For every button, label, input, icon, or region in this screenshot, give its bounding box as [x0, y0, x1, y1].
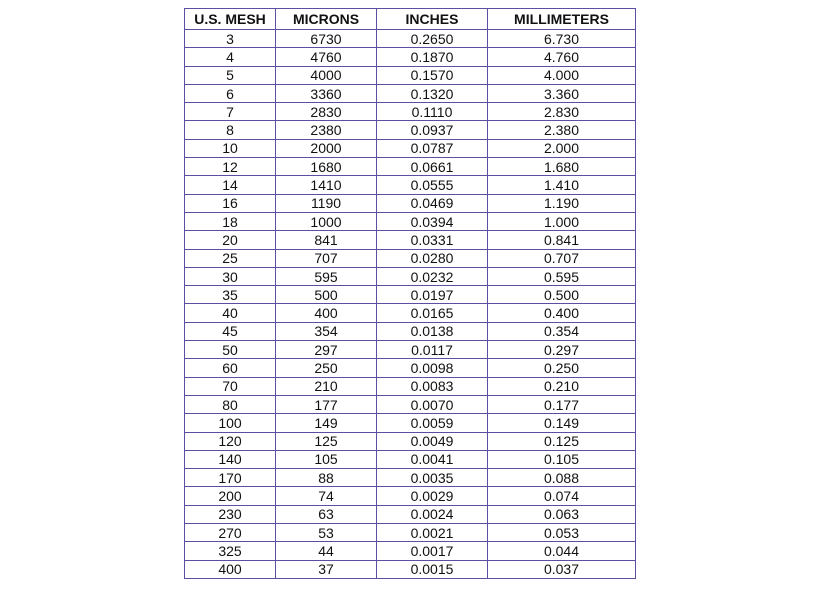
cell-us-mesh: 60	[185, 359, 276, 377]
cell-us-mesh: 5	[185, 66, 276, 84]
table-header	[185, 9, 636, 30]
cell-millimeters: 1.410	[488, 176, 636, 194]
cell-millimeters: 4.000	[488, 66, 636, 84]
cell-microns: 707	[276, 249, 377, 267]
cell-millimeters: 4.760	[488, 48, 636, 66]
cell-us-mesh: 30	[185, 267, 276, 285]
cell-inches: 0.0024	[377, 505, 488, 523]
cell-inches: 0.0138	[377, 322, 488, 340]
table-row	[185, 231, 636, 249]
cell-microns: 210	[276, 377, 377, 395]
header-microns: MICRONS	[276, 9, 377, 30]
cell-microns: 149	[276, 414, 377, 432]
cell-us-mesh: 45	[185, 322, 276, 340]
cell-inches: 0.0165	[377, 304, 488, 322]
cell-millimeters: 0.037	[488, 560, 636, 578]
cell-inches: 0.0098	[377, 359, 488, 377]
cell-inches: 0.1870	[377, 48, 488, 66]
table-row	[185, 249, 636, 267]
cell-millimeters: 0.177	[488, 395, 636, 413]
cell-microns: 3360	[276, 84, 377, 102]
table-body	[185, 30, 636, 579]
cell-inches: 0.0937	[377, 121, 488, 139]
table-row	[185, 176, 636, 194]
cell-millimeters: 0.063	[488, 505, 636, 523]
cell-us-mesh: 170	[185, 469, 276, 487]
cell-microns: 2380	[276, 121, 377, 139]
table-row	[185, 121, 636, 139]
mesh-conversion-table	[184, 8, 636, 579]
cell-microns: 400	[276, 304, 377, 322]
cell-us-mesh: 10	[185, 139, 276, 157]
table-row	[185, 212, 636, 230]
table-row	[185, 505, 636, 523]
cell-inches: 0.0787	[377, 139, 488, 157]
header-millimeters: MILLIMETERS	[488, 9, 636, 30]
cell-millimeters: 0.400	[488, 304, 636, 322]
cell-inches: 0.0331	[377, 231, 488, 249]
table-row	[185, 267, 636, 285]
cell-microns: 297	[276, 341, 377, 359]
cell-inches: 0.2650	[377, 30, 488, 48]
table-row	[185, 469, 636, 487]
cell-millimeters: 0.088	[488, 469, 636, 487]
cell-us-mesh: 20	[185, 231, 276, 249]
cell-inches: 0.0197	[377, 286, 488, 304]
table-row	[185, 487, 636, 505]
cell-us-mesh: 400	[185, 560, 276, 578]
cell-inches: 0.0035	[377, 469, 488, 487]
cell-us-mesh: 3	[185, 30, 276, 48]
cell-us-mesh: 18	[185, 212, 276, 230]
header-row	[185, 9, 636, 30]
cell-millimeters: 2.000	[488, 139, 636, 157]
cell-millimeters: 0.074	[488, 487, 636, 505]
cell-millimeters: 6.730	[488, 30, 636, 48]
cell-inches: 0.0232	[377, 267, 488, 285]
cell-microns: 105	[276, 450, 377, 468]
cell-microns: 6730	[276, 30, 377, 48]
table-row	[185, 48, 636, 66]
cell-microns: 841	[276, 231, 377, 249]
cell-millimeters: 0.105	[488, 450, 636, 468]
cell-us-mesh: 8	[185, 121, 276, 139]
cell-millimeters: 2.380	[488, 121, 636, 139]
cell-us-mesh: 14	[185, 176, 276, 194]
cell-microns: 1000	[276, 212, 377, 230]
cell-microns: 53	[276, 524, 377, 542]
table-row	[185, 524, 636, 542]
cell-microns: 37	[276, 560, 377, 578]
cell-inches: 0.0469	[377, 194, 488, 212]
cell-millimeters: 0.044	[488, 542, 636, 560]
cell-microns: 4760	[276, 48, 377, 66]
table-row	[185, 542, 636, 560]
cell-millimeters: 1.680	[488, 158, 636, 176]
cell-inches: 0.0021	[377, 524, 488, 542]
cell-millimeters: 0.595	[488, 267, 636, 285]
cell-millimeters: 2.830	[488, 103, 636, 121]
cell-us-mesh: 25	[185, 249, 276, 267]
cell-millimeters: 0.500	[488, 286, 636, 304]
cell-millimeters: 3.360	[488, 84, 636, 102]
cell-inches: 0.0029	[377, 487, 488, 505]
table-row	[185, 84, 636, 102]
table-row	[185, 450, 636, 468]
cell-us-mesh: 120	[185, 432, 276, 450]
cell-us-mesh: 230	[185, 505, 276, 523]
cell-microns: 177	[276, 395, 377, 413]
cell-microns: 125	[276, 432, 377, 450]
cell-inches: 0.0015	[377, 560, 488, 578]
cell-microns: 4000	[276, 66, 377, 84]
header-us-mesh: U.S. MESH	[185, 9, 276, 30]
table-row	[185, 395, 636, 413]
cell-us-mesh: 40	[185, 304, 276, 322]
cell-us-mesh: 35	[185, 286, 276, 304]
cell-millimeters: 0.707	[488, 249, 636, 267]
table-row	[185, 158, 636, 176]
table-row	[185, 103, 636, 121]
table-row	[185, 377, 636, 395]
cell-us-mesh: 100	[185, 414, 276, 432]
cell-us-mesh: 6	[185, 84, 276, 102]
header-inches: INCHES	[377, 9, 488, 30]
cell-microns: 1190	[276, 194, 377, 212]
cell-inches: 0.0041	[377, 450, 488, 468]
cell-us-mesh: 140	[185, 450, 276, 468]
table-row	[185, 66, 636, 84]
cell-inches: 0.0083	[377, 377, 488, 395]
cell-microns: 250	[276, 359, 377, 377]
cell-inches: 0.1320	[377, 84, 488, 102]
table-row	[185, 304, 636, 322]
cell-microns: 2830	[276, 103, 377, 121]
cell-microns: 354	[276, 322, 377, 340]
table-row	[185, 286, 636, 304]
cell-inches: 0.1570	[377, 66, 488, 84]
table-row	[185, 322, 636, 340]
cell-us-mesh: 50	[185, 341, 276, 359]
cell-us-mesh: 16	[185, 194, 276, 212]
cell-us-mesh: 12	[185, 158, 276, 176]
cell-microns: 2000	[276, 139, 377, 157]
cell-millimeters: 0.210	[488, 377, 636, 395]
cell-inches: 0.0070	[377, 395, 488, 413]
cell-millimeters: 0.841	[488, 231, 636, 249]
table-row	[185, 432, 636, 450]
cell-inches: 0.0394	[377, 212, 488, 230]
cell-microns: 74	[276, 487, 377, 505]
cell-millimeters: 0.354	[488, 322, 636, 340]
cell-millimeters: 1.190	[488, 194, 636, 212]
cell-microns: 63	[276, 505, 377, 523]
cell-us-mesh: 200	[185, 487, 276, 505]
cell-inches: 0.1110	[377, 103, 488, 121]
cell-us-mesh: 270	[185, 524, 276, 542]
table-row	[185, 341, 636, 359]
cell-millimeters: 0.297	[488, 341, 636, 359]
cell-millimeters: 0.125	[488, 432, 636, 450]
cell-microns: 88	[276, 469, 377, 487]
cell-inches: 0.0017	[377, 542, 488, 560]
table-row	[185, 414, 636, 432]
cell-us-mesh: 70	[185, 377, 276, 395]
table-row	[185, 560, 636, 578]
cell-millimeters: 1.000	[488, 212, 636, 230]
cell-microns: 1680	[276, 158, 377, 176]
table-row	[185, 139, 636, 157]
cell-microns: 500	[276, 286, 377, 304]
cell-microns: 595	[276, 267, 377, 285]
cell-inches: 0.0059	[377, 414, 488, 432]
cell-inches: 0.0049	[377, 432, 488, 450]
cell-millimeters: 0.053	[488, 524, 636, 542]
cell-inches: 0.0117	[377, 341, 488, 359]
cell-millimeters: 0.149	[488, 414, 636, 432]
cell-us-mesh: 4	[185, 48, 276, 66]
cell-inches: 0.0555	[377, 176, 488, 194]
cell-us-mesh: 7	[185, 103, 276, 121]
cell-us-mesh: 80	[185, 395, 276, 413]
cell-microns: 1410	[276, 176, 377, 194]
table-row	[185, 30, 636, 48]
table-row	[185, 194, 636, 212]
table-row	[185, 359, 636, 377]
cell-us-mesh: 325	[185, 542, 276, 560]
cell-inches: 0.0280	[377, 249, 488, 267]
cell-inches: 0.0661	[377, 158, 488, 176]
cell-millimeters: 0.250	[488, 359, 636, 377]
cell-microns: 44	[276, 542, 377, 560]
